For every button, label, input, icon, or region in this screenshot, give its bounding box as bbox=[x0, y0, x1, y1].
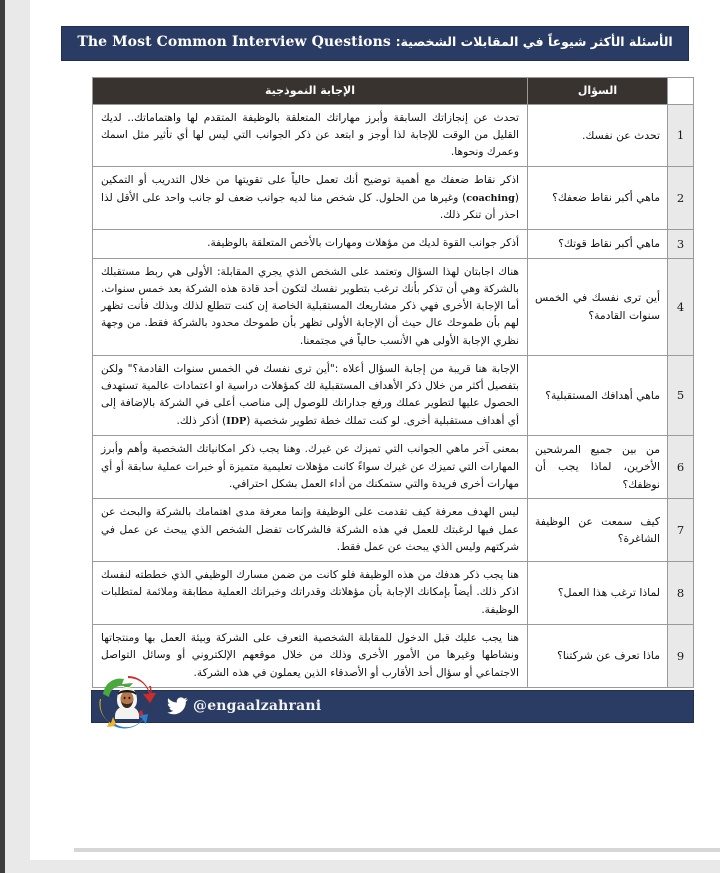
row-number: 8 bbox=[668, 562, 694, 625]
document-title-banner bbox=[61, 26, 689, 61]
row-answer: تحدث عن إنجازاتك السابقة وأبرز مهاراتك المتعلقة بالوظيفة المتقدم لها واهتماماتك.. لديك القليل من الوقت للإجابة لذا أوجز و ابتعد عن ذكر الجوانب التي ليس لها أي تأثير مثل اسمك وعمرك ونحوها. bbox=[93, 104, 528, 167]
row-answer: هنا يجب ذكر هدفك من هذه الوظيفة فلو كانت من ضمن مسارك الوظيفي الذي خططته لنفسك اذكر ذلك. أيضاً بإمكانك الإجابة بأن مؤهلاتك وقدراتك وخبراتك العملية مطابقة وملائمة لمتطلبات الوظيفة. bbox=[93, 562, 528, 625]
row-question: كيف سمعت عن الوظيفة الشاغرة؟ bbox=[528, 499, 668, 562]
document-title-arabic: الأسئلة الأكثر شيوعاً في المقابلات الشخصية: bbox=[395, 34, 673, 49]
row-question: من بين جميع المرشحين الأخرين، لماذا يجب أن نوظفك؟ bbox=[528, 435, 668, 498]
row-number: 3 bbox=[668, 230, 694, 258]
row-answer: بمعنى آخر ماهي الجوانب التي تميزك عن غيرك. وهنا يجب ذكر امكانياتك الشخصية وأهم وأبرز المهارات التي تميزك عن غيرك سواءً كانت مؤهلات تعليمية متميزة أو خبرات عملية سابقة أو أي مهارات أخرى فريدة والتي ستمكنك من أداء العمل بشكل احترافي. bbox=[93, 435, 528, 498]
row-question: لماذا ترغب هذا العمل؟ bbox=[528, 562, 668, 625]
row-answer: أذكر جوانب القوة لديك من مؤهلات ومهارات بالأخص المتعلقة بالوظيفة. bbox=[93, 230, 528, 258]
row-question: ماهي أكبر نقاط ضعفك؟ bbox=[528, 167, 668, 230]
document-title-english: The Most Common Interview Questions bbox=[77, 34, 391, 50]
document-page bbox=[30, 0, 720, 860]
column-header-question: السؤال bbox=[528, 77, 668, 104]
row-answer: الإجابة هنا قريبة من إجابة السؤال أعلاه :"أين ترى نفسك في الخمس سنوات القادمة؟" ولكن بتفصيل أكثر من خلال ذكر الأهداف المستقبلية لك كمؤهلات دراسية او اعتمادات عالمية تستهدف الحصول عليها لتطوير عملك ورفع جداراتك للوصول إلى مناصب أعلى في الشركة بالإضافة إلى أي أهداف مستقبلية أخرى. لو كنت تملك خطة تطوير شخصية (IDP) أذكر ذلك. bbox=[93, 355, 528, 435]
row-number: 2 bbox=[668, 167, 694, 230]
table-row bbox=[93, 562, 694, 625]
footer-banner bbox=[91, 690, 694, 723]
row-answer: ليس الهدف معرفة كيف تقدمت على الوظيفة وإنما معرفة مدى اهتمامك بالشركة والبحث عن عمل فيها لرغبتك للعمل في هذه الشركة فالشركات تفضل الشخص الذي يبحث عن عمل في شركتهم وليس الذي يبحث عن عمل فقط. bbox=[93, 499, 528, 562]
page-bottom-rule bbox=[74, 848, 720, 852]
table-row bbox=[93, 104, 694, 167]
twitter-handle[interactable]: @engaalzahrani bbox=[193, 698, 322, 715]
row-number: 5 bbox=[668, 355, 694, 435]
row-question: تحدث عن نفسك. bbox=[528, 104, 668, 167]
avatar-arrows-graphic bbox=[97, 674, 159, 730]
table-row bbox=[93, 355, 694, 435]
row-number: 6 bbox=[668, 435, 694, 498]
profile-avatar-arrows bbox=[97, 674, 159, 730]
row-question: ماهي أهدافك المستقبلية؟ bbox=[528, 355, 668, 435]
table-header-row bbox=[93, 77, 694, 104]
table-row bbox=[93, 258, 694, 355]
table-row bbox=[93, 167, 694, 230]
latin-term: IDP bbox=[226, 415, 247, 427]
table-row bbox=[93, 435, 694, 498]
column-header-number bbox=[668, 77, 694, 104]
row-answer: هناك اجابتان لهذا السؤال وتعتمد على الشخص الذي يجري المقابلة: الأولى هي ربط مستقبلك بالشركة وهي أن تذكر بأنك ترغب بتطوير نفسك لتكون أحد قادة هذه الشركة بعد خمس سنوات. أما الإجابة الأخرى فهي ذكر مشاريعك المستقبلية الخاصة إن كنت تتطلع لذلك وبذلك فأنت تظهر لهم بأن طموحك عال حيث أن الإجابة الأولى تظهر بأن طموحك محدود بالشركة فقط. من وجهة نظري الإجابة الأولى هي الأنسب حالياً في مجتمعنا. bbox=[93, 258, 528, 355]
twitter-bird-icon[interactable] bbox=[166, 697, 188, 715]
column-header-answer: الإجابة النموذجية bbox=[93, 77, 528, 104]
avatar-person bbox=[112, 687, 142, 719]
row-answer: هنا يجب عليك قبل الدخول للمقابلة الشخصية التعرف على الشركة وبيئة العمل بها ومنتجاتها ونشاطها وغيرها من الأمور الأخرى وذلك من خلال موقعهم الإلكتروني أو وسائل التواصل الاجتماعي أو سؤال أحد الأقارب أو الأصدقاء الذين يعملون في هذه الشركة. bbox=[93, 625, 528, 688]
row-number: 1 bbox=[668, 104, 694, 167]
interview-questions-table bbox=[92, 77, 694, 688]
table-row bbox=[93, 625, 694, 688]
row-question: ماذا تعرف عن شركتنا؟ bbox=[528, 625, 668, 688]
row-question: أين ترى نفسك في الخمس سنوات القادمة؟ bbox=[528, 258, 668, 355]
row-number: 9 bbox=[668, 625, 694, 688]
row-question: ماهي أكبر نقاط قوتك؟ bbox=[528, 230, 668, 258]
table-row bbox=[93, 230, 694, 258]
row-answer: اذكر نقاط ضعفك مع أهمية توضيح أنك تعمل حالياً على تقويتها من خلال التدريب أو التمكين (coaching) وغيرها من الحلول. كل شخص منا لديه جوانب ضعف لو جانب واحد على الأقل لذا احذر أن تنكر ذلك. bbox=[93, 167, 528, 230]
row-number: 4 bbox=[668, 258, 694, 355]
row-number: 7 bbox=[668, 499, 694, 562]
footer-credit bbox=[91, 690, 694, 723]
left-edge-rule bbox=[0, 0, 5, 873]
latin-term: coaching bbox=[466, 192, 515, 204]
table-row bbox=[93, 499, 694, 562]
